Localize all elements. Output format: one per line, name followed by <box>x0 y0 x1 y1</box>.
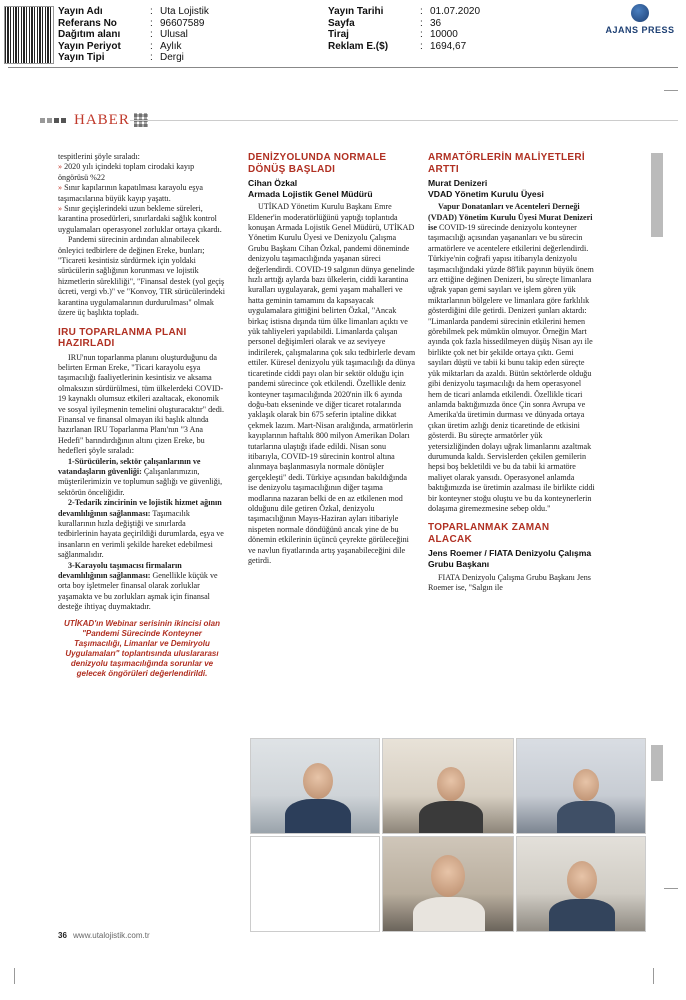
margin-strip <box>651 745 663 781</box>
metadata-key: Sayfa <box>328 17 355 29</box>
subheading: ARMATÖRLERİN MALİYETLERİ ARTTI <box>428 152 586 175</box>
barcode-image <box>4 6 54 64</box>
square-icon <box>54 118 59 123</box>
author-name: Cihan Özkal <box>248 178 298 188</box>
article-column-3 <box>428 152 596 593</box>
webinar-photo-grid <box>250 738 650 932</box>
metadata-row: Tiraj : 10000 <box>328 29 458 40</box>
paragraph: IRU'nun toparlanma planını oluşturduğunu da belirten Erman Ereke, "Ticari karayolu eşya taşımacılığı faaliyetlerinin kesintisiz ve aksama olmaksızın sürdürülmesi, tüm ülkelerdeki COVID-19 kaynaklı olumsuz etkileri azaltacak, ekonomik ve sosyal iyileşmenin temelini oluşturacaktır" dedi. Finansal ve finansal olmayan iki başlık altında hazırlanan IRU Toparlanma Planı'nın "3 Ana Hedefi" barındırdığının altını çizen Ereke, bu hedefleri şöyle sıraladı: <box>58 352 225 456</box>
metadata-value: Ulusal <box>160 29 188 40</box>
webinar-photo <box>382 836 514 932</box>
webinar-photo <box>250 738 380 834</box>
subheading: TOPARLANMAK ZAMAN ALACAK <box>428 522 550 545</box>
metadata-row: Referans No : 96607589 <box>58 17 205 29</box>
subheading: IRU TOPARLANMA PLANI HAZIRLADI <box>58 326 187 349</box>
website-url: www.utalojistik.com.tr <box>73 931 150 940</box>
paragraph: Pandemi sürecinin ardından alınabilecek önleyici tedbirlere de değinen Ereke, bunları; "Ticareti kesintisiz sürdürmek için yoldaki sürücülerin sağlığının korunması ve lojistik hizmetlerin sürekliliği", "Finansal destek (yol geçiş ücreti, vergi vb.)" ve "Konvoy, TIR sürücülerindeki karantina uygulamalarının durdurulması" olmak üzere üç başlıkta topladı. <box>58 235 225 318</box>
person-face <box>431 855 465 897</box>
person-shirt <box>413 897 485 932</box>
section-divider <box>130 120 678 121</box>
logo-text: AJANS PRESS <box>605 25 675 35</box>
metadata-row: Reklam E.($) : 1694,67 <box>328 40 467 52</box>
subheading: DENİZYOLUNDA NORMALE DÖNÜŞ BAŞLADI <box>248 152 387 175</box>
goal-item: 3-Karayolu taşımacısı firmaların devamlılığının sağlanması: Genellikle küçük ve orta boy işletmeler finansal olarak zorluklar yaşamakta ve bu zorlukları aşmak için finansal desteğe ihtiyaç duymaktadır. <box>58 560 218 612</box>
metadata-value: 10000 <box>430 29 458 40</box>
paragraph: Vapur Donatanları ve Acenteleri Derneği (VDAD) Yönetim Kurulu Üyesi Murat Denizeri ise COVID-19 sürecinde denizyolu konteyner taşımacılığı açısından yaşananları ve bu sürecin armatörlere ve acentelere etkilerini değerlendirdi. Türkiye'nin coğrafi yapısı itibarıyla denizyolu taşımacılığındaki yüzde 88'lik payının büyük önem arz ettiğine değinen Denizeri, bu süreçte limanlara uğrak yapan gemi sayıları ve işlem gören yük miktarlarının bölgelere ve limanlara göre farklılık gösterdiğini dile getirdi. Denizeri şunları aktardı: "Limanlarda pandemi sürecinin etkilerini hemen görebilmek pek mümkün olmuyor. Örneğin Mart ayında çok fazla hissedilmeyen düşüş Nisan ayı ile birlikte çok net bir şekilde ortaya çıktı. Gemi sayıları düştü ve tabii ki bunu takip eden süreçte yük miktarları da azaldı. Bütün sektörlerde olduğu gibi denizyolu taşımacılığı da hem operasyonel hem de ticari anlamda etkilendi. Özellikle ticari anlamda baktığımızda önce Çin sonra Avrupa ve Amerika'da üretimin durması ve dünyada ortaya çıkan üretim azlığı deniz ticaretinde de etkisini gösterdi. Bu süreçte armatörler yük yetersizliğinden dolayı uğrak limanlarını azaltmak durumunda kaldı. Servislerden çekilen gemilerin hepsi boş bekletildi ve bu da tabii ki armatöre maliyet olarak yansıdı. Operasyonel anlamda baktığımızda ise üretimin azalması ile birlikte ciddi bir konteyner stoğu oluştu ve bu da konteynerlerin dolaşıma giremezmesine sebep oldu." <box>428 202 595 513</box>
metadata-value: Aylık <box>160 40 182 52</box>
metadata-row: Dağıtım alanı : Ulusal <box>58 29 188 40</box>
clipping-metadata-header <box>0 0 686 68</box>
metadata-row: Sayfa : 36 <box>328 17 442 29</box>
crop-mark <box>14 968 15 984</box>
author-name: Murat Denizeri <box>428 178 488 188</box>
goal-item: 1-Sürücülerin, sektör çalışanlarının ve vatandaşların güvenliği: Çalışanlarımızın, müşterilerimizin ve toplumun sağlığı ve güvenliği, sektörün önceliğidir. <box>58 456 223 497</box>
metadata-key: Tiraj <box>328 29 349 40</box>
metadata-row: Yayın Tarihi : 01.07.2020 <box>328 6 481 17</box>
person-shirt <box>549 899 615 932</box>
paragraph: UTİKAD Yönetim Kurulu Başkanı Emre Eldener'in moderatörlüğünü yaptığı toplantıda konuşan Armada Lojistik Genel Müdürü, UTİKAD Yönetim Kurulu Üyesi ve Denizyolu Çalışma Grubu Başkanı Cihan Özkal, pandemi döneminde denizyolu taşımacılığında yaşanan süreci değerlendirdi. COVID-19 salgının dünya genelinde hızlı arttığı aylarda bazı ülkelerin, ciddi karantina kuralları uygulayarak, gemi yaşam mahalleri ve hatta geminin tamamını da kapsayacak uygulamalara gittiğini belirten Özkal, "Ancak birkaç istisna dışında tüm ülke limanları açıktı ve yük tahliyeleri yapılabildi. Limanlarda çalışan personel değişimleri olarak ve az seviyeye indirilerek, çalışmalarına çok sıkı tedbirlerle devam ettiler. Küresel denizyolu yük taşımacılığı da dünya ticaretinde ciddi payı olan bir sektör olduğu için pandemi sürecince çok etkilendi. Özellikle deniz konteyner taşımacılığında 2020'nin ilk 6 ayında doğu-batı ekseninde ve diğer ticaret rotalarında yaklaşık olarak bin 675 seferin iptaline dikkat çekmek lazım. Mart-Nisan aralığında, armatörlerin kayıplarının haftalık 800 milyon Amerikan Doları tutarlarına ulaştığı ifade edildi. Nisan sonu itibarıyla, COVID-19 sürecinin kontrol altına alınmaya başlanmasıyla normale dönüşler gerçekleşti" dedi. Türkiye açısından bakıldığında ise denizyolu taşımacılığının diğer taşıma modlarına nazaran belki de en az etkilenen mod olduğunu dile getiren Özkal, denizyolu taşımacılığının Mayıs-Haziran ayları itibariyle nispeten normale döndüğünü ancak yine de bu dönemin etkilerinin üçüncü çeyrekte görüleceğini ve navlun fiyatlarında artış yaşanabileceğini dile getirdi. <box>248 202 416 565</box>
author-role: Armada Lojistik Genel Müdürü <box>248 188 373 199</box>
bullet-item: » Sınır geçişlerindeki uzun bekleme süreleri, karantina prosedürleri, sınırlardaki sağlık kontrol uygulamaları operasyonel zorluklar ortaya çıkardı. <box>58 204 222 234</box>
author-name: Jens Roemer / FIATA Denizyolu Çalışma Grubu Başkanı <box>428 548 592 569</box>
metadata-key: Reklam E.($) <box>328 40 389 52</box>
metadata-row: Yayın Periyot : Aylık <box>58 40 182 52</box>
page-number: 36 <box>58 931 67 940</box>
section-label: HABER <box>74 111 130 128</box>
header-divider <box>8 67 678 68</box>
margin-strip <box>651 153 663 237</box>
person-face <box>567 861 597 899</box>
crop-mark <box>653 968 654 984</box>
metadata-key: Dağıtım alanı <box>58 29 121 40</box>
person-face <box>303 763 333 799</box>
metadata-key: Yayın Periyot <box>58 40 121 52</box>
person-shirt <box>419 801 483 834</box>
square-icon <box>40 118 45 123</box>
person-shirt <box>285 799 351 834</box>
bullet-item: » 2020 yılı içindeki toplam cirodaki kayıp öngörüsü %22 <box>58 162 195 182</box>
metadata-key: Yayın Tipi <box>58 52 105 63</box>
crop-mark <box>664 888 678 889</box>
photo-caption: UTİKAD'ın Webinar serisinin ikincisi olan "Pandemi Sürecinde Konteyner Taşımacılığı, Limanlar ve Demiryolu Uygulamaları" toplantısında uluslararası denizyolu taşımacılığında sorunlar ve gelecek öngörüleri değerlendirildi. <box>63 618 220 678</box>
metadata-key: Yayın Adı <box>58 6 103 17</box>
goal-item: 2-Tedarik zincirinin ve lojistik hizmet ağının devamlılığının sağlanması: Taşımacılık kurallarının hızla değiştiği ve sınırlarda tedbirlerinin hayata geçirildiği durumlarda, eşya ve insanların en verimli şekilde hareket edebilmesi sağlanmalıdır. <box>58 498 224 560</box>
webinar-photo-empty <box>250 836 380 932</box>
bullet-item: » Sınır kapılarının kapatılması karayolu eşya taşımacılarına büyük kayıp yaşattı. <box>58 183 203 203</box>
metadata-key: Referans No <box>58 17 117 29</box>
square-icon <box>61 118 66 123</box>
person-face <box>573 769 599 801</box>
person-face <box>437 767 465 801</box>
metadata-row: Yayın Tipi : Dergi <box>58 52 184 63</box>
author-role: VDAD Yönetim Kurulu Üyesi <box>428 188 544 199</box>
globe-icon <box>631 4 649 22</box>
metadata-right-table <box>328 6 628 52</box>
crop-mark <box>664 90 678 91</box>
ajans-press-logo <box>602 4 678 44</box>
article-column-1 <box>58 152 226 679</box>
metadata-row: Yayın Adı : Uta Lojistik <box>58 6 209 17</box>
square-icon <box>47 118 52 123</box>
metadata-key: Yayın Tarihi <box>328 6 384 17</box>
metadata-value: 96607589 <box>160 17 205 29</box>
metadata-value: Dergi <box>160 52 184 63</box>
metadata-value: 1694,67 <box>430 40 467 52</box>
metadata-left-table <box>58 6 358 64</box>
webinar-photo <box>382 738 514 834</box>
metadata-value: 36 <box>430 17 442 29</box>
page-footer <box>58 931 150 940</box>
webinar-photo <box>516 836 646 932</box>
paragraph: tespitlerini şöyle sıraladı: <box>58 152 140 161</box>
article-column-2 <box>248 152 416 566</box>
metadata-value: 01.07.2020 <box>430 6 481 17</box>
metadata-value: Uta Lojistik <box>160 6 209 17</box>
paragraph: FIATA Denizyolu Çalışma Grubu Başkanı Jens Roemer ise, "Salgın ile <box>428 572 591 592</box>
person-shirt <box>557 801 615 834</box>
webinar-photo <box>516 738 646 834</box>
